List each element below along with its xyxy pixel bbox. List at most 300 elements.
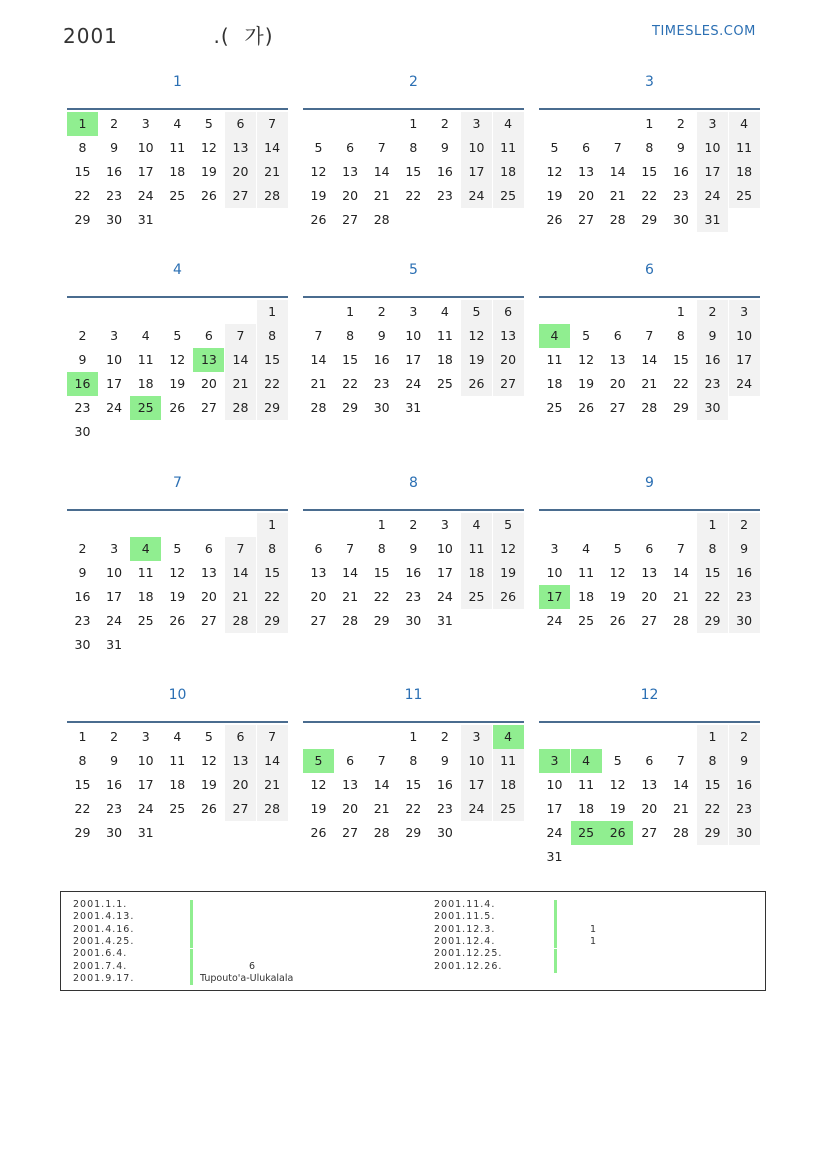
day-cell: 29 <box>74 825 91 840</box>
day-cell: 8 <box>645 140 654 155</box>
day-cell: 4 <box>173 729 182 744</box>
day-cell: 25 <box>461 585 492 609</box>
holiday-marker <box>190 912 193 924</box>
day-cell: 5 <box>173 541 182 556</box>
day-cell: 13 <box>200 565 217 580</box>
day-cell: 26 <box>310 212 327 227</box>
day-cell: 11 <box>578 777 595 792</box>
day-cell: 22 <box>672 376 689 391</box>
day-cell: 15 <box>672 352 689 367</box>
day-cell: 1 <box>697 513 728 537</box>
day-cell: 13 <box>609 352 626 367</box>
day-cell: 21 <box>641 376 658 391</box>
day-cell: 2 <box>440 729 449 744</box>
day-cell: 3 <box>440 517 449 532</box>
day-cell: 5 <box>613 541 622 556</box>
day-cell: 18 <box>137 589 154 604</box>
day-cell: 23 <box>436 801 453 816</box>
day-cell: 13 <box>578 164 595 179</box>
month-grid <box>67 108 288 227</box>
day-cell: 26 <box>169 613 186 628</box>
day-cell: 18 <box>546 376 563 391</box>
day-cell: 15 <box>697 773 728 797</box>
holiday-marker <box>554 924 557 936</box>
holiday-day-cell: 1 <box>67 112 98 136</box>
day-cell: 12 <box>609 777 626 792</box>
day-cell: 20 <box>342 801 359 816</box>
day-cell: 8 <box>257 537 288 561</box>
day-cell: 8 <box>346 328 355 343</box>
holiday-name: 6 <box>249 960 256 972</box>
day-cell: 24 <box>697 184 728 208</box>
day-cell: 27 <box>641 613 658 628</box>
day-cell: 14 <box>672 777 689 792</box>
day-cell: 13 <box>641 777 658 792</box>
day-cell: 5 <box>173 328 182 343</box>
day-cell: 21 <box>672 589 689 604</box>
day-cell: 12 <box>200 140 217 155</box>
month-grid <box>67 721 288 840</box>
day-cell: 13 <box>225 749 256 773</box>
day-cell: 5 <box>550 140 559 155</box>
month-name: 10 <box>168 687 187 703</box>
day-cell: 26 <box>578 400 595 415</box>
day-cell: 19 <box>609 801 626 816</box>
day-cell: 21 <box>257 160 288 184</box>
day-cell: 6 <box>225 112 256 136</box>
day-cell: 18 <box>461 561 492 585</box>
day-cell: 27 <box>493 372 524 396</box>
day-cell: 11 <box>461 537 492 561</box>
day-cell: 13 <box>225 136 256 160</box>
month-name: 2 <box>409 74 418 90</box>
day-cell: 21 <box>257 773 288 797</box>
day-cell: 24 <box>546 825 563 840</box>
holiday-date: 2001.12.26. <box>434 960 503 972</box>
day-cell: 16 <box>672 164 689 179</box>
day-cell: 30 <box>106 212 123 227</box>
day-cell: 11 <box>137 352 154 367</box>
day-cell: 27 <box>200 613 217 628</box>
day-cell: 30 <box>405 613 422 628</box>
day-cell: 15 <box>74 164 91 179</box>
holiday-day-cell: 4 <box>493 725 524 749</box>
day-cell: 7 <box>676 541 685 556</box>
day-cell: 24 <box>436 589 453 604</box>
day-cell: 3 <box>697 112 728 136</box>
day-cell: 16 <box>436 164 453 179</box>
day-cell: 7 <box>225 537 256 561</box>
day-cell: 17 <box>729 348 760 372</box>
day-cell: 19 <box>546 188 563 203</box>
day-cell: 20 <box>493 348 524 372</box>
day-cell: 26 <box>200 801 217 816</box>
day-cell: 10 <box>546 565 563 580</box>
holiday-name: 1 <box>590 923 597 935</box>
day-cell: 4 <box>729 112 760 136</box>
holiday-date: 2001.4.25. <box>73 935 135 947</box>
holiday-day-cell: 4 <box>539 324 570 348</box>
month-name: 4 <box>173 262 182 278</box>
day-cell: 31 <box>106 637 123 652</box>
day-cell: 20 <box>641 801 658 816</box>
day-cell: 17 <box>461 160 492 184</box>
day-cell: 18 <box>578 801 595 816</box>
day-cell: 28 <box>373 825 390 840</box>
day-cell: 1 <box>346 304 355 319</box>
holiday-date: 2001.1.1. <box>73 899 128 910</box>
day-cell: 25 <box>493 797 524 821</box>
month-grid <box>539 108 760 227</box>
day-cell: 21 <box>373 188 390 203</box>
day-cell: 2 <box>729 513 760 537</box>
day-cell: 8 <box>409 140 418 155</box>
holiday-day-cell: 5 <box>303 749 334 773</box>
day-cell: 2 <box>78 541 87 556</box>
day-cell: 30 <box>729 609 760 633</box>
day-cell: 19 <box>461 348 492 372</box>
day-cell: 9 <box>110 140 119 155</box>
day-cell: 13 <box>342 777 359 792</box>
day-cell: 6 <box>204 328 213 343</box>
day-cell: 29 <box>342 400 359 415</box>
month-name: 8 <box>409 475 418 491</box>
day-cell: 23 <box>436 188 453 203</box>
holiday-name: 1 <box>590 935 597 947</box>
holiday-marker <box>554 961 557 973</box>
month-grid <box>303 296 524 415</box>
day-cell: 5 <box>204 729 213 744</box>
day-cell: 19 <box>200 777 217 792</box>
day-cell: 14 <box>373 777 390 792</box>
holiday-date: 2001.4.13. <box>73 911 135 923</box>
day-cell: 14 <box>257 749 288 773</box>
day-cell: 1 <box>645 116 654 131</box>
day-cell: 15 <box>697 561 728 585</box>
day-cell: 11 <box>169 753 186 768</box>
day-cell: 21 <box>672 801 689 816</box>
day-cell: 14 <box>373 164 390 179</box>
holiday-date: 2001.12.3. <box>434 923 496 935</box>
day-cell: 14 <box>641 352 658 367</box>
month-grid <box>303 721 524 840</box>
day-cell: 3 <box>110 328 119 343</box>
day-cell: 24 <box>137 188 154 203</box>
month-name: 11 <box>404 687 423 703</box>
day-cell: 16 <box>106 777 123 792</box>
day-cell: 8 <box>409 753 418 768</box>
day-cell: 19 <box>169 376 186 391</box>
day-cell: 3 <box>141 116 150 131</box>
day-cell: 15 <box>257 348 288 372</box>
day-cell: 17 <box>405 352 422 367</box>
day-cell: 20 <box>342 188 359 203</box>
day-cell: 29 <box>641 212 658 227</box>
day-cell: 17 <box>106 589 123 604</box>
day-cell: 25 <box>436 376 453 391</box>
day-cell: 29 <box>373 613 390 628</box>
day-cell: 27 <box>578 212 595 227</box>
page-title: 2001 .( 가) <box>63 24 274 48</box>
month-name: 12 <box>640 687 659 703</box>
day-cell: 26 <box>200 188 217 203</box>
day-cell: 30 <box>436 825 453 840</box>
day-cell: 8 <box>697 749 728 773</box>
day-cell: 29 <box>697 821 728 845</box>
day-cell: 20 <box>609 376 626 391</box>
day-cell: 10 <box>405 328 422 343</box>
day-cell: 9 <box>440 753 449 768</box>
day-cell: 23 <box>106 801 123 816</box>
day-cell: 23 <box>697 372 728 396</box>
month-grid <box>539 721 760 864</box>
day-cell: 24 <box>106 613 123 628</box>
day-cell: 3 <box>461 725 492 749</box>
holiday-marker <box>554 936 557 948</box>
day-cell: 23 <box>373 376 390 391</box>
day-cell: 11 <box>436 328 453 343</box>
day-cell: 3 <box>729 300 760 324</box>
day-cell: 23 <box>729 585 760 609</box>
day-cell: 1 <box>257 513 288 537</box>
day-cell: 13 <box>310 565 327 580</box>
day-cell: 8 <box>78 753 87 768</box>
day-cell: 11 <box>493 136 524 160</box>
day-cell: 10 <box>461 136 492 160</box>
day-cell: 22 <box>74 188 91 203</box>
day-cell: 21 <box>609 188 626 203</box>
day-cell: 28 <box>257 184 288 208</box>
day-cell: 31 <box>697 208 728 232</box>
day-cell: 8 <box>676 328 685 343</box>
day-cell: 9 <box>409 541 418 556</box>
day-cell: 7 <box>613 140 622 155</box>
day-cell: 21 <box>310 376 327 391</box>
day-cell: 9 <box>78 565 87 580</box>
day-cell: 15 <box>405 777 422 792</box>
day-cell: 22 <box>405 801 422 816</box>
day-cell: 28 <box>257 797 288 821</box>
day-cell: 18 <box>578 589 595 604</box>
holiday-day-cell: 4 <box>571 749 602 773</box>
day-cell: 5 <box>461 300 492 324</box>
day-cell: 17 <box>697 160 728 184</box>
day-cell: 24 <box>461 184 492 208</box>
holiday-day-cell: 16 <box>67 372 98 396</box>
day-cell: 12 <box>461 324 492 348</box>
day-cell: 24 <box>405 376 422 391</box>
holiday-name: Tupouto'a-Ulukalala <box>200 972 294 984</box>
day-cell: 26 <box>493 585 524 609</box>
day-cell: 7 <box>225 324 256 348</box>
day-cell: 17 <box>137 777 154 792</box>
day-cell: 11 <box>169 140 186 155</box>
day-cell: 22 <box>373 589 390 604</box>
day-cell: 1 <box>697 725 728 749</box>
day-cell: 2 <box>110 729 119 744</box>
day-cell: 14 <box>257 136 288 160</box>
day-cell: 27 <box>342 212 359 227</box>
day-cell: 23 <box>405 589 422 604</box>
day-cell: 20 <box>225 160 256 184</box>
day-cell: 14 <box>225 561 256 585</box>
day-cell: 7 <box>377 753 386 768</box>
day-cell: 19 <box>310 188 327 203</box>
holiday-day-cell: 25 <box>571 821 602 845</box>
day-cell: 15 <box>373 565 390 580</box>
month-name: 5 <box>409 262 418 278</box>
day-cell: 19 <box>310 801 327 816</box>
day-cell: 1 <box>409 116 418 131</box>
day-cell: 19 <box>578 376 595 391</box>
day-cell: 9 <box>729 537 760 561</box>
day-cell: 9 <box>377 328 386 343</box>
day-cell: 15 <box>257 561 288 585</box>
day-cell: 22 <box>74 801 91 816</box>
day-cell: 1 <box>676 304 685 319</box>
holiday-list <box>60 891 766 991</box>
day-cell: 16 <box>405 565 422 580</box>
day-cell: 2 <box>110 116 119 131</box>
day-cell: 29 <box>74 212 91 227</box>
day-cell: 18 <box>137 376 154 391</box>
day-cell: 23 <box>74 613 91 628</box>
day-cell: 1 <box>377 517 386 532</box>
day-cell: 18 <box>493 773 524 797</box>
day-cell: 7 <box>314 328 323 343</box>
day-cell: 25 <box>169 188 186 203</box>
day-cell: 9 <box>676 140 685 155</box>
day-cell: 25 <box>578 613 595 628</box>
day-cell: 26 <box>310 825 327 840</box>
day-cell: 26 <box>546 212 563 227</box>
day-cell: 12 <box>169 352 186 367</box>
day-cell: 4 <box>493 112 524 136</box>
day-cell: 7 <box>257 725 288 749</box>
day-cell: 2 <box>377 304 386 319</box>
day-cell: 18 <box>493 160 524 184</box>
holiday-marker <box>190 900 193 912</box>
day-cell: 19 <box>493 561 524 585</box>
day-cell: 9 <box>440 140 449 155</box>
day-cell: 2 <box>409 517 418 532</box>
day-cell: 22 <box>697 797 728 821</box>
day-cell: 13 <box>641 565 658 580</box>
day-cell: 18 <box>169 164 186 179</box>
holiday-marker <box>554 912 557 924</box>
day-cell: 28 <box>225 609 256 633</box>
day-cell: 4 <box>582 541 591 556</box>
holiday-marker <box>190 936 193 948</box>
month-name: 6 <box>645 262 654 278</box>
day-cell: 26 <box>461 372 492 396</box>
day-cell: 8 <box>697 537 728 561</box>
day-cell: 29 <box>697 609 728 633</box>
day-cell: 7 <box>676 753 685 768</box>
holiday-day-cell: 26 <box>602 821 633 845</box>
holiday-date: 2001.7.4. <box>73 960 128 972</box>
day-cell: 19 <box>169 589 186 604</box>
site-brand-link[interactable]: TIMESLES.COM <box>652 24 756 39</box>
day-cell: 12 <box>310 777 327 792</box>
day-cell: 8 <box>377 541 386 556</box>
day-cell: 11 <box>137 565 154 580</box>
day-cell: 6 <box>645 541 654 556</box>
day-cell: 27 <box>310 613 327 628</box>
day-cell: 20 <box>225 773 256 797</box>
day-cell: 12 <box>493 537 524 561</box>
day-cell: 28 <box>342 613 359 628</box>
day-cell: 24 <box>461 797 492 821</box>
holiday-day-cell: 13 <box>193 348 224 372</box>
day-cell: 23 <box>74 400 91 415</box>
day-cell: 4 <box>461 513 492 537</box>
day-cell: 17 <box>436 565 453 580</box>
day-cell: 3 <box>110 541 119 556</box>
holiday-marker <box>190 949 193 961</box>
day-cell: 5 <box>582 328 591 343</box>
day-cell: 15 <box>405 164 422 179</box>
day-cell: 24 <box>106 400 123 415</box>
day-cell: 9 <box>110 753 119 768</box>
holiday-date: 2001.4.16. <box>73 923 135 935</box>
day-cell: 1 <box>78 729 87 744</box>
day-cell: 10 <box>106 352 123 367</box>
day-cell: 9 <box>729 749 760 773</box>
day-cell: 13 <box>342 164 359 179</box>
day-cell: 16 <box>729 773 760 797</box>
day-cell: 12 <box>546 164 563 179</box>
day-cell: 30 <box>672 212 689 227</box>
day-cell: 27 <box>342 825 359 840</box>
day-cell: 16 <box>436 777 453 792</box>
day-cell: 24 <box>546 613 563 628</box>
day-cell: 22 <box>697 585 728 609</box>
day-cell: 11 <box>578 565 595 580</box>
day-cell: 14 <box>609 164 626 179</box>
day-cell: 12 <box>310 164 327 179</box>
day-cell: 11 <box>729 136 760 160</box>
day-cell: 30 <box>729 821 760 845</box>
day-cell: 30 <box>74 424 91 439</box>
day-cell: 31 <box>137 212 154 227</box>
day-cell: 16 <box>106 164 123 179</box>
day-cell: 15 <box>342 352 359 367</box>
day-cell: 31 <box>137 825 154 840</box>
day-cell: 11 <box>493 749 524 773</box>
day-cell: 16 <box>697 348 728 372</box>
day-cell: 20 <box>578 188 595 203</box>
day-cell: 9 <box>78 352 87 367</box>
day-cell: 2 <box>729 725 760 749</box>
day-cell: 28 <box>225 396 256 420</box>
day-cell: 17 <box>137 164 154 179</box>
day-cell: 10 <box>546 777 563 792</box>
day-cell: 24 <box>137 801 154 816</box>
day-cell: 22 <box>257 372 288 396</box>
holiday-date: 2001.6.4. <box>73 948 128 960</box>
day-cell: 29 <box>257 609 288 633</box>
day-cell: 16 <box>74 589 91 604</box>
day-cell: 29 <box>405 825 422 840</box>
day-cell: 5 <box>314 140 323 155</box>
day-cell: 27 <box>641 825 658 840</box>
day-cell: 26 <box>609 613 626 628</box>
month-name: 3 <box>645 74 654 90</box>
day-cell: 21 <box>342 589 359 604</box>
day-cell: 6 <box>645 753 654 768</box>
holiday-date: 2001.11.4. <box>434 899 496 910</box>
